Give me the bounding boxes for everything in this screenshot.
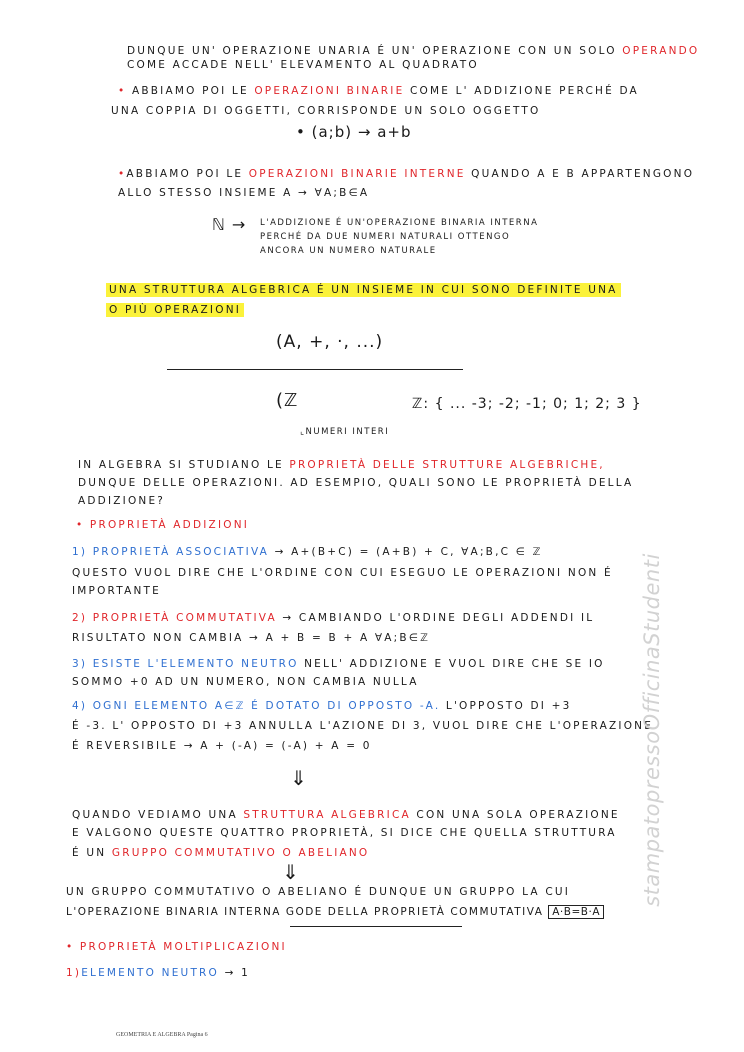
property-1: 1) PROPRIETÀ ASSOCIATIVA → A+(B+C) = (A+B) + C, ∀A;B,C ∈ ℤ [72, 546, 543, 558]
implies-arrow-icon: ⇓ [290, 766, 307, 790]
integers-label: ⌞NUMERI INTERI [300, 427, 390, 437]
text-line: IMPORTANTE [72, 585, 161, 597]
page-footer: GEOMETRIA E ALGEBRA Pagina 6 [116, 1032, 208, 1038]
text-line: É UN GRUPPO COMMUTATIVO O ABELIANO [72, 847, 370, 859]
naturals-symbol: ℕ → [212, 215, 247, 234]
property-2: 2) PROPRIETÀ COMMUTATIVA → CAMBIANDO L'ORDINE DEGLI ADDENDI IL [72, 612, 595, 624]
formula: • (a;b) → a+b [296, 123, 412, 141]
property-1: 1)ELEMENTO NEUTRO → 1 [66, 967, 250, 979]
divider [167, 369, 463, 370]
text-line: QUESTO VUOL DIRE CHE L'ORDINE CON CUI ESEGUO LE OPERAZIONI NON É [72, 567, 613, 579]
text-line: SOMMO +0 AD UN NUMERO, NON CAMBIA NULLA [72, 676, 419, 688]
text-line: DUNQUE DELLE OPERAZIONI. AD ESEMPIO, QUALI SONO LE PROPRIETÀ DELLA [78, 477, 634, 489]
implies-arrow-icon: ⇓ [282, 860, 299, 884]
highlighted-definition: UNA STRUTTURA ALGEBRICA É UN INSIEME IN CUI SONO DEFINITE UNA [106, 283, 621, 297]
text-line: RISULTATO NON CAMBIA → A + B = B + A ∀A;B∈ℤ [72, 632, 431, 644]
text-line: L'ADDIZIONE É UN'OPERAZIONE BINARIA INTERNA [260, 218, 539, 228]
highlighted-definition: O PIÙ OPERAZIONI [106, 303, 244, 317]
text-line: •ABBIAMO POI LE OPERAZIONI BINARIE INTERNE QUANDO A E B APPARTENGONO [118, 168, 695, 180]
commutative-box: A·B=B·A [548, 905, 604, 919]
integers-symbol: (ℤ [276, 390, 299, 411]
divider [290, 926, 462, 927]
text-line: • ABBIAMO POI LE OPERAZIONI BINARIE COME L' ADDIZIONE PERCHÉ DA [118, 85, 639, 97]
text-line: DUNQUE UN' OPERAZIONE UNARIA É UN' OPERAZIONE CON UN SOLO OPERANDO [127, 45, 700, 57]
text-line: QUANDO VEDIAMO UNA STRUTTURA ALGEBRICA CON UNA SOLA OPERAZIONE [72, 809, 620, 821]
text-line: UN GRUPPO COMMUTATIVO O ABELIANO É DUNQUE UN GRUPPO LA CUI [66, 886, 571, 898]
text-line: L'OPERAZIONE BINARIA INTERNA GODE DELLA PROPRIETÀ COMMUTATIVA A·B=B·A [66, 905, 604, 919]
text-line: E VALGONO QUESTE QUATTRO PROPRIETÀ, SI DICE CHE QUELLA STRUTTURA [72, 827, 617, 839]
text-line: PERCHÉ DA DUE NUMERI NATURALI OTTENGO [260, 232, 511, 242]
watermark: stampatopressoOfficinaStudenti [640, 553, 664, 907]
text-line: É -3. L' OPPOSTO DI +3 ANNULLA L'AZIONE DI 3, VUOL DIRE CHE L'OPERAZIONE [72, 720, 654, 732]
property-4: 4) OGNI ELEMENTO A∈ℤ É DOTATO DI OPPOSTO -A. L'OPPOSTO DI +3 [72, 700, 572, 712]
integers-set: ℤ: { ... -3; -2; -1; 0; 1; 2; 3 } [412, 396, 642, 412]
text-line: ADDIZIONE? [78, 495, 166, 507]
section-heading: • PROPRIETÀ ADDIZIONI [76, 519, 250, 531]
text-line: IN ALGEBRA SI STUDIANO LE PROPRIETÀ DELLE STRUTTURE ALGEBRICHE, [78, 459, 605, 471]
property-3: 3) ESISTE L'ELEMENTO NEUTRO NELL' ADDIZIONE E VUOL DIRE CHE SE IO [72, 658, 605, 670]
text-line: ANCORA UN NUMERO NATURALE [260, 246, 437, 256]
text-line: COME ACCADE NELL' ELEVAMENTO AL QUADRATO [127, 59, 479, 71]
structure-formula: (A, +, ·, ...) [276, 332, 384, 352]
text-line: UNA COPPIA DI OGGETTI, CORRISPONDE UN SOLO OGGETTO [111, 105, 541, 117]
section-heading: • PROPRIETÀ MOLTIPLICAZIONI [66, 941, 287, 953]
text-line: É REVERSIBILE → A + (-A) = (-A) + A = 0 [72, 740, 372, 752]
text-line: ALLO STESSO INSIEME A → ∀A;B∈A [118, 187, 370, 199]
